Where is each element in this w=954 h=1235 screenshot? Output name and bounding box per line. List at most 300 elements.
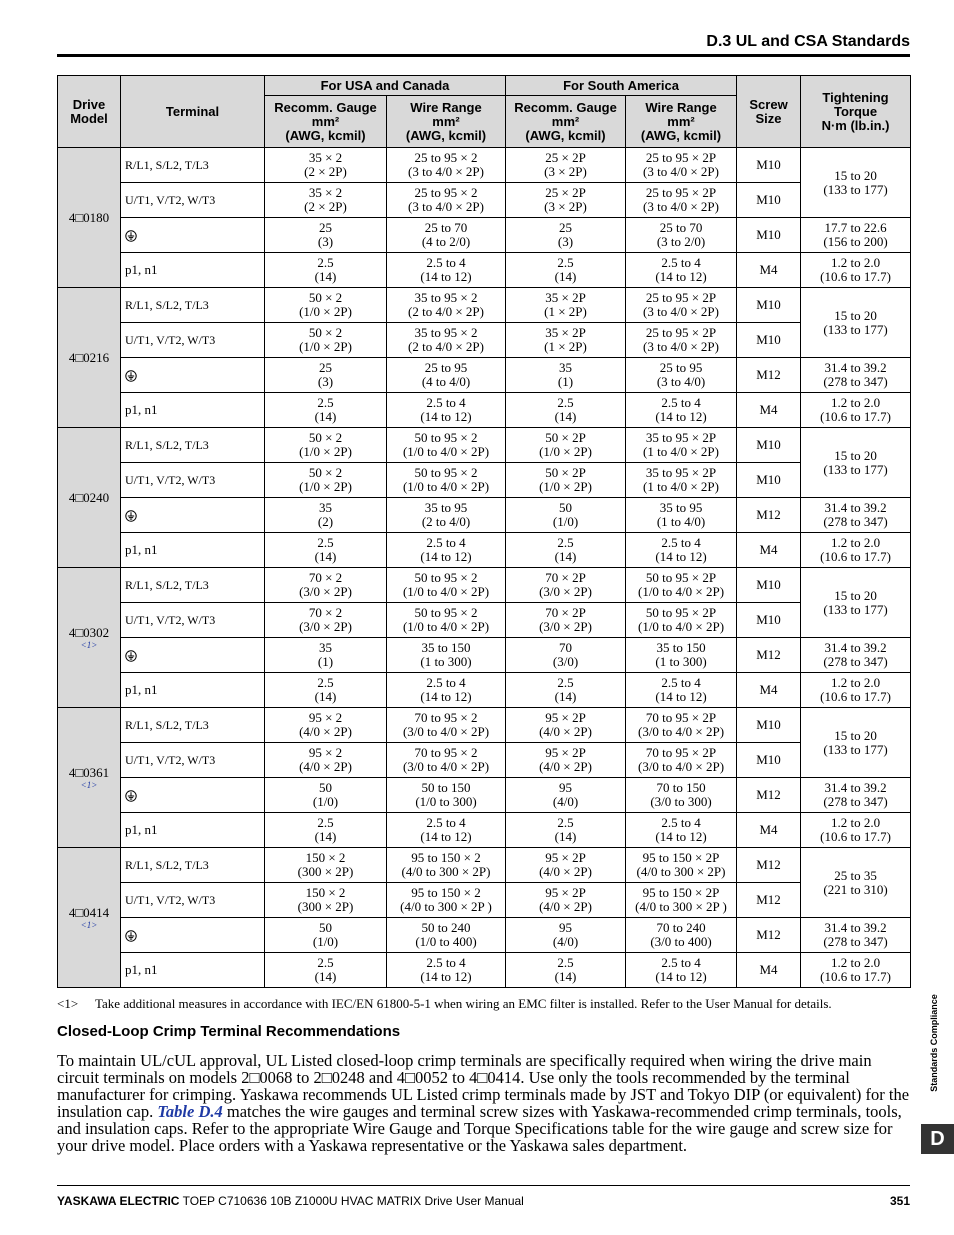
drive-model-cell [58,288,121,428]
sa-wire-range-cell [626,848,737,883]
sa-recomm-gauge-cell-line1: 95 × 2P [545,745,586,760]
usa-recomm-gauge-cell [265,323,387,358]
screw-size-cell: M10 [737,428,801,463]
usa-wire-range-cell [387,358,506,393]
sa-wire-range-cell-line2: (1/0 to 4/0 × 2P) [637,584,725,599]
usa-recomm-gauge-cell-line1: 50 [319,920,332,935]
usa-recomm-gauge-cell-line1: 150 × 2 [305,850,346,865]
usa-recomm-gauge-cell [265,848,387,883]
usa-wire-range-cell-line2: (1/0 to 4/0 × 2P) [402,479,490,494]
torque-cell-line2: (278 to 347) [823,794,888,809]
table-row [58,358,911,393]
sa-recomm-gauge-cell [506,358,626,393]
ground-icon [125,928,137,942]
sa-wire-range-cell [626,568,737,603]
sa-wire-range-cell-line2: (1 to 4/0) [656,514,706,529]
sa-wire-range-cell-line1: 70 to 95 × 2P [645,745,717,760]
torque-cell-line2: (278 to 347) [823,654,888,669]
sa-recomm-gauge-cell-line2: (3/0) [552,654,579,669]
sa-wire-range-cell-line1: 25 to 95 × 2P [645,185,717,200]
sa-recomm-gauge-cell-line1: 35 [559,360,573,375]
footnote-ref-link[interactable]: <1> [80,919,98,930]
screw-size-cell: M10 [737,743,801,778]
usa-wire-range-cell-line2: (1/0 to 4/0 × 2P) [402,619,490,634]
usa-wire-range-cell-line1: 35 to 150 [421,640,471,655]
sa-wire-range-cell-line1: 35 to 150 [656,640,706,655]
screw-size-cell: M4 [737,393,801,428]
usa-recomm-gauge-cell [265,288,387,323]
sa-wire-range-cell-line2: (3/0 to 4/0 × 2P) [637,759,725,774]
sa-recomm-gauge-cell-line1: 2.5 [557,675,574,690]
screw-size-cell: M10 [737,708,801,743]
torque-cell [801,253,911,288]
sa-wire-range-cell-line1: 35 to 95 × 2P [645,430,717,445]
usa-recomm-gauge-cell-line2: (14) [314,409,337,424]
usa-recomm-gauge-cell-line2: (1/0) [312,934,339,949]
sa-recomm-gauge-cell-line2: (3) [557,234,574,249]
torque-cell-line1: 1.2 to 2.0 [830,535,881,550]
table-row [58,778,911,813]
usa-wire-range-cell-line1: 2.5 to 4 [426,955,466,970]
usa-wire-range-cell [387,813,506,848]
usa-wire-range-cell-line2: (1/0 to 400) [415,934,477,949]
usa-wire-range-cell [387,533,506,568]
usa-wire-range-cell [387,673,506,708]
ground-icon [125,228,137,242]
sa-recomm-gauge-cell-line2: (4/0 × 2P) [539,899,592,914]
sa-recomm-gauge-cell-line1: 95 × 2P [545,885,586,900]
screw-size-cell: M10 [737,603,801,638]
sa-wire-range-cell [626,638,737,673]
sa-recomm-gauge-cell-line2: (14) [554,269,577,284]
sa-recomm-gauge-cell-line2: (4/0 × 2P) [539,864,592,879]
table-row [58,533,911,568]
screw-size-cell: M10 [737,183,801,218]
sa-recomm-gauge-cell-line1: 70 × 2P [545,570,586,585]
usa-recomm-gauge-cell-line1: 70 × 2 [308,605,343,620]
torque-cell [801,533,911,568]
usa-wire-range-cell-line2: (2 to 4/0 × 2P) [408,339,484,354]
usa-recomm-gauge-cell [265,638,387,673]
ground-icon [125,508,137,522]
usa-wire-range-cell-line2: (2 to 4/0) [421,514,471,529]
table-body [58,148,911,988]
terminal-cell: U/T1, V/T2, W/T3 [121,463,265,498]
usa-recomm-gauge-cell-line1: 35 [319,640,332,655]
sa-wire-range-cell-line2: (14 to 12) [655,409,707,424]
tightening-line3: N·m (lb.in.) [821,117,890,133]
usa-wire-range-cell-line2: (14 to 12) [420,409,472,424]
sa-wire-range-cell [626,673,737,708]
usa-recomm-gauge-cell-line1: 35 × 2 [308,150,343,165]
sa-wire-range-cell-line1: 2.5 to 4 [661,255,701,270]
screw-size-cell: M10 [737,323,801,358]
usa-wire-range-cell [387,918,506,953]
usa-recomm-gauge-cell [265,183,387,218]
torque-cell-line1: 31.4 to 39.2 [824,640,887,655]
screw-size-cell: M12 [737,778,801,813]
usa-recomm-gauge-cell [265,253,387,288]
usa-wire-range-cell-line2: (14 to 12) [420,269,472,284]
torque-cell-line2: (10.6 to 17.7) [820,269,891,284]
usa-wire-range-cell-line1: 70 to 95 × 2 [414,745,478,760]
sa-recomm-gauge-cell-line2: (4/0) [552,934,579,949]
sa-wire-range-cell-line1: 2.5 to 4 [661,535,701,550]
usa-recomm-gauge-cell-line2: (1) [317,654,334,669]
screw-size-cell: M10 [737,463,801,498]
screw-size-cell: M4 [737,533,801,568]
drive-model-name: 4□0302 [68,624,110,640]
usa-recomm-gauge-cell-line1: 50 × 2 [308,325,343,340]
usa-recomm-gauge-cell-line2: (1/0 × 2P) [299,304,352,319]
usa-wire-range-cell [387,218,506,253]
sa-wire-range-cell-line2: (3 to 4/0 × 2P) [643,339,719,354]
drive-model-cell [58,568,121,708]
screw-size-cell: M12 [737,358,801,393]
col-group-usa-canada: For USA and Canada [265,76,506,96]
sa-wire-range-cell-line2: (1 to 300) [655,654,707,669]
usa-recomm-gauge-cell [265,743,387,778]
usa-recomm-gauge-cell-line2: (2) [317,514,334,529]
drive-model-cell [58,148,121,288]
sa-recomm-gauge-cell-line1: 70 × 2P [545,605,586,620]
usa-recomm-gauge-cell-line1: 50 [319,780,332,795]
sa-recomm-gauge-cell [506,953,626,988]
torque-cell-line2: (133 to 177) [823,741,888,757]
terminal-cell: U/T1, V/T2, W/T3 [121,883,265,918]
sa-recomm-gauge-cell [506,673,626,708]
table-row [58,428,911,463]
sa-recomm-gauge-cell [506,568,626,603]
torque-cell-line2: (133 to 177) [823,461,888,477]
sa-wire-range-cell-line1: 70 to 150 [656,780,706,795]
usa-wire-range-cell-line1: 95 to 150 × 2 [411,885,481,900]
torque-cell-line1: 1.2 to 2.0 [830,955,881,970]
sa-recomm-gauge-cell [506,288,626,323]
usa-recomm-gauge-cell [265,428,387,463]
torque-cell [801,848,911,918]
usa-wire-range-cell-line1: 2.5 to 4 [426,255,466,270]
usa-recomm-gauge-cell [265,358,387,393]
sa-recomm-gauge-cell [506,498,626,533]
sa-recomm-gauge-cell-line2: (4/0) [552,794,579,809]
terminal-cell: U/T1, V/T2, W/T3 [121,323,265,358]
sa-recomm-gauge-cell-line1: 50 [559,500,573,515]
sa-recomm-gauge-cell [506,743,626,778]
usa-recomm-gauge-cell-line1: 25 [319,220,332,235]
table-row [58,603,911,638]
unit-mm2: mm² [432,113,460,129]
sa-wire-range-cell-line2: (14 to 12) [655,829,707,844]
usa-wire-range-cell-line2: (4/0 to 300 × 2P ) [400,899,492,914]
ground-icon [125,788,137,802]
unit-awg: (AWG, kcmil) [525,127,606,143]
usa-wire-range-cell [387,498,506,533]
torque-cell-line2: (133 to 177) [823,601,888,617]
usa-recomm-gauge-cell [265,533,387,568]
unit-mm2: mm² [311,113,340,129]
table-row [58,813,911,848]
usa-recomm-gauge-cell-line1: 50 × 2 [308,465,343,480]
sa-recomm-gauge-cell [506,603,626,638]
usa-recomm-gauge-cell-line1: 35 [319,500,332,515]
table-row [58,708,911,743]
drive-model-name: 4□0180 [68,209,110,225]
torque-cell-line2: (10.6 to 17.7) [820,689,891,704]
usa-recomm-gauge-cell-line1: 2.5 [317,955,334,970]
usa-wire-range-cell-line1: 25 to 95 [424,360,468,375]
sa-recomm-gauge-cell-line1: 2.5 [557,255,574,270]
sa-wire-range-cell-line1: 25 to 95 × 2P [645,325,717,340]
usa-wire-range-cell [387,183,506,218]
sa-recomm-gauge-cell [506,323,626,358]
wire-range-label: Wire Range [410,99,482,115]
sa-wire-range-cell-line1: 25 to 70 [659,220,703,235]
torque-cell-line1: 25 to 35 [834,867,877,883]
torque-cell-line2: (133 to 177) [823,181,888,197]
unit-mm2: mm² [551,113,580,129]
sa-recomm-gauge-cell-line2: (3 × 2P) [544,164,587,179]
usa-wire-range-cell-line1: 2.5 to 4 [426,535,466,550]
footnote-ref-link[interactable]: <1> [80,639,98,650]
sa-wire-range-cell [626,253,737,288]
table-row [58,463,911,498]
usa-wire-range-cell [387,953,506,988]
col-header-drive-model: Drive Model [58,76,121,148]
usa-recomm-gauge-cell [265,568,387,603]
usa-wire-range-cell-line2: (14 to 12) [420,829,472,844]
sa-wire-range-cell [626,953,737,988]
ground-icon [125,648,137,662]
table-row [58,323,911,358]
table-row [58,953,911,988]
screw-size-cell: M12 [737,848,801,883]
usa-recomm-gauge-cell-line2: (1/0 × 2P) [299,479,352,494]
sa-recomm-gauge-cell-line1: 25 [559,220,573,235]
torque-cell-line1: 1.2 to 2.0 [830,395,881,410]
sa-recomm-gauge-cell [506,918,626,953]
sa-recomm-gauge-cell-line1: 2.5 [557,955,574,970]
sa-recomm-gauge-cell-line1: 35 × 2P [545,290,586,305]
sa-wire-range-cell-line2: (3 to 4/0 × 2P) [643,164,719,179]
usa-wire-range-cell-line2: (1/0 to 4/0 × 2P) [402,444,490,459]
unit-awg: (AWG, kcmil) [640,127,722,143]
table-row [58,848,911,883]
screw-size-cell: M12 [737,498,801,533]
usa-wire-range-cell [387,148,506,183]
torque-cell-line1: 31.4 to 39.2 [824,360,887,375]
sa-recomm-gauge-cell-line2: (1/0 × 2P) [539,444,592,459]
sa-recomm-gauge-cell-line1: 95 [559,920,573,935]
sa-wire-range-cell [626,183,737,218]
terminal-cell: R/L1, S/L2, T/L3 [121,568,265,603]
usa-recomm-gauge-cell-line1: 2.5 [317,255,334,270]
usa-wire-range-cell-line2: (3/0 to 4/0 × 2P) [402,724,490,739]
sa-recomm-gauge-cell [506,638,626,673]
sa-wire-range-cell-line1: 2.5 to 4 [661,675,701,690]
tightening-line1: Tightening [822,89,889,105]
sa-wire-range-cell [626,813,737,848]
sa-recomm-gauge-cell-line2: (3/0 × 2P) [539,619,592,634]
sa-recomm-gauge-cell-line1: 2.5 [557,395,574,410]
usa-wire-range-cell [387,288,506,323]
usa-recomm-gauge-cell [265,708,387,743]
col-header-usa-recomm-gauge [265,96,387,148]
section-heading: Closed-Loop Crimp Terminal Recommendations [57,1023,401,1040]
sa-wire-range-cell [626,393,737,428]
sa-recomm-gauge-cell-line2: (14) [554,689,577,704]
sa-recomm-gauge-cell-line1: 25 × 2P [545,150,586,165]
sa-wire-range-cell-line2: (4/0 to 300 × 2P ) [635,899,727,914]
usa-wire-range-cell-line2: (1 to 300) [420,654,472,669]
usa-wire-range-cell [387,568,506,603]
torque-cell-line2: (10.6 to 17.7) [820,969,891,984]
usa-recomm-gauge-cell-line2: (1/0) [312,794,339,809]
sa-recomm-gauge-cell [506,148,626,183]
terminal-cell [121,358,265,393]
torque-cell-line2: (10.6 to 17.7) [820,829,891,844]
usa-recomm-gauge-cell-line1: 35 × 2 [308,185,343,200]
sa-wire-range-cell-line2: (4/0 to 300 × 2P) [636,864,726,879]
sa-recomm-gauge-cell-line2: (4/0 × 2P) [539,724,592,739]
torque-cell-line2: (278 to 347) [823,374,888,389]
usa-recomm-gauge-cell-line1: 2.5 [317,535,334,550]
sa-wire-range-cell-line1: 35 to 95 × 2P [645,465,717,480]
usa-recomm-gauge-cell-line1: 95 × 2 [308,745,343,760]
terminal-cell: p1, n1 [121,253,265,288]
usa-recomm-gauge-cell-line2: (14) [314,549,337,564]
screw-size-cell: M10 [737,568,801,603]
usa-wire-range-cell-line1: 50 to 95 × 2 [414,465,478,480]
torque-cell-line1: 1.2 to 2.0 [830,815,881,830]
sa-wire-range-cell [626,708,737,743]
terminal-cell: R/L1, S/L2, T/L3 [121,148,265,183]
usa-wire-range-cell-line2: (2 to 4/0 × 2P) [408,304,484,319]
sa-wire-range-cell-line1: 95 to 150 × 2P [642,850,720,865]
sa-wire-range-cell [626,358,737,393]
usa-recomm-gauge-cell-line1: 70 × 2 [308,570,343,585]
usa-wire-range-cell [387,848,506,883]
terminal-cell: R/L1, S/L2, T/L3 [121,708,265,743]
sa-wire-range-cell [626,533,737,568]
usa-recomm-gauge-cell-line2: (14) [314,689,337,704]
usa-wire-range-cell-line2: (4/0 to 300 × 2P) [401,864,491,879]
table-row [58,673,911,708]
footer-doc-info [57,1194,524,1208]
sa-recomm-gauge-cell-line2: (1/0) [552,514,579,529]
usa-wire-range-cell-line2: (4 to 4/0) [421,374,471,389]
usa-wire-range-cell [387,708,506,743]
footnote-text: Take additional measures in accordance with IEC/EN 61800-5-1 when wiring an EMC filter is installed. Refer to the User Manual for details. [95,996,832,1011]
col-header-usa-wire-range [387,96,506,148]
torque-cell [801,498,911,533]
usa-wire-range-cell-line1: 25 to 95 × 2 [414,185,478,200]
sa-recomm-gauge-cell [506,533,626,568]
side-tab [928,980,940,1110]
torque-cell [801,428,911,498]
torque-cell-line2: (221 to 310) [823,881,888,897]
paragraph-text-1: To maintain UL/cUL approval, UL Listed closed-loop crimp terminals are specifically required when wiring the drive main circuit terminals on models 2□0068 to 2□0248 and 4□0052 to 4□0414. Use only the tools recommended by the terminal manufacturer for crimping. Yaskawa recommends UL Listed crimp terminals made by JST and Tokyo DIP (or equivalent) for the insulation cap. [57,1051,910,1121]
usa-recomm-gauge-cell [265,218,387,253]
table-row [58,183,911,218]
sa-recomm-gauge-cell-line1: 95 × 2P [545,850,586,865]
terminal-cell: p1, n1 [121,393,265,428]
col-header-terminal: Terminal [121,76,265,148]
usa-wire-range-cell-line1: 70 to 95 × 2 [414,710,478,725]
table-row [58,918,911,953]
ground-icon [125,368,137,382]
usa-wire-range-cell [387,778,506,813]
footnote-ref-link[interactable]: <1> [80,779,98,790]
sa-wire-range-cell-line1: 95 to 150 × 2P [642,885,720,900]
sa-recomm-gauge-cell [506,848,626,883]
usa-wire-range-cell-line2: (4 to 2/0) [421,234,471,249]
usa-wire-range-cell-line1: 25 to 70 [424,220,468,235]
drive-model-cell [58,428,121,568]
table-row [58,288,911,323]
terminal-cell [121,778,265,813]
terminal-cell: p1, n1 [121,533,265,568]
sa-wire-range-cell-line1: 50 to 95 × 2P [645,570,717,585]
usa-recomm-gauge-cell-line2: (1/0 × 2P) [299,339,352,354]
sa-wire-range-cell-line1: 2.5 to 4 [661,395,701,410]
torque-cell-line1: 15 to 20 [834,167,877,183]
usa-wire-range-cell [387,883,506,918]
torque-cell [801,778,911,813]
usa-recomm-gauge-cell-line1: 95 × 2 [308,710,343,725]
sa-recomm-gauge-cell-line2: (14) [554,969,577,984]
torque-cell [801,148,911,218]
usa-wire-range-cell-line1: 2.5 to 4 [426,815,466,830]
usa-wire-range-cell-line2: (3 to 4/0 × 2P) [408,199,484,214]
sa-recomm-gauge-cell-line2: (3/0 × 2P) [539,584,592,599]
usa-wire-range-cell-line2: (3 to 4/0 × 2P) [408,164,484,179]
screw-size-cell: M4 [737,953,801,988]
usa-recomm-gauge-cell-line2: (14) [314,269,337,284]
terminal-cell [121,498,265,533]
usa-recomm-gauge-cell [265,148,387,183]
table-row [58,883,911,918]
usa-wire-range-cell-line1: 95 to 150 × 2 [411,850,481,865]
sa-wire-range-cell-line1: 2.5 to 4 [661,955,701,970]
sa-recomm-gauge-cell [506,813,626,848]
sa-recomm-gauge-cell-line2: (14) [554,829,577,844]
footnote [57,996,917,1012]
torque-cell-line2: (133 to 177) [823,321,888,337]
drive-model-name: 4□0361 [68,764,110,780]
sa-wire-range-cell [626,743,737,778]
unit-mm2: mm² [667,113,695,129]
sa-wire-range-cell-line1: 50 to 95 × 2P [645,605,717,620]
usa-recomm-gauge-cell-line2: (3) [317,374,334,389]
table-d4-link[interactable]: Table D.4 [157,1102,223,1121]
footer-doc-title: TOEP C710636 10B Z1000U HVAC MATRIX Drive User Manual [182,1194,524,1208]
sa-recomm-gauge-cell [506,883,626,918]
sa-recomm-gauge-cell-line1: 50 × 2P [545,465,586,480]
usa-recomm-gauge-cell [265,953,387,988]
table-row [58,393,911,428]
table-row [58,253,911,288]
usa-recomm-gauge-cell-line2: (300 × 2P) [297,864,354,879]
sa-wire-range-cell [626,323,737,358]
table-row [58,218,911,253]
usa-wire-range-cell [387,253,506,288]
torque-cell-line1: 1.2 to 2.0 [830,255,881,270]
sa-recomm-gauge-cell-line1: 95 × 2P [545,710,586,725]
footnote-mark: <1> [57,996,79,1011]
body-paragraph [57,1052,913,1154]
footer-page-number: 351 [889,1194,910,1208]
